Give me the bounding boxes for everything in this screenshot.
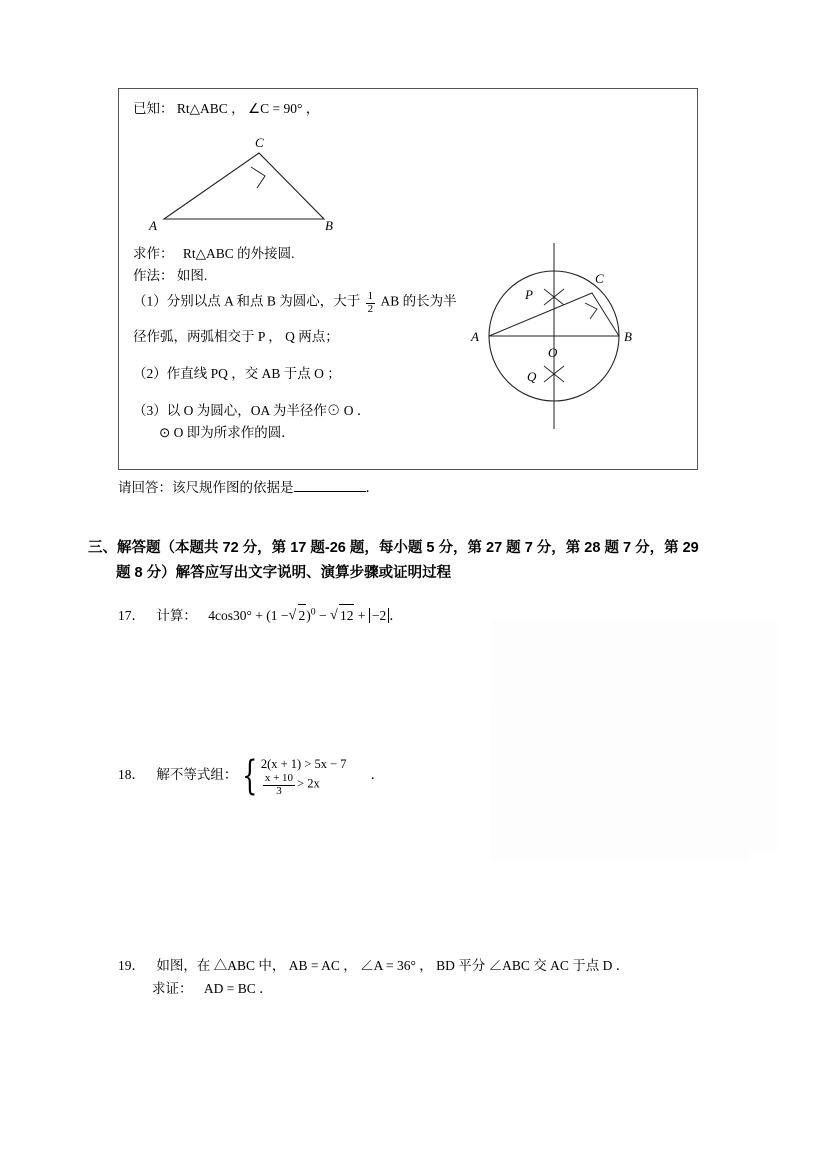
svg-text:C: C <box>595 271 604 286</box>
sqrt-12 <box>330 604 355 628</box>
expr-exponent: 0 <box>310 606 316 618</box>
fraction-denominator: 2 <box>367 302 374 315</box>
answer-blank[interactable] <box>294 478 366 493</box>
fraction-numerator: 1 <box>367 290 374 302</box>
sqrt-12-radicand: 12 <box>339 604 355 628</box>
row-2-rest: > 2x <box>297 776 320 791</box>
expr-absolute-value: −2 <box>369 608 389 623</box>
section-heading-line-2: 题 8 分）解答应写出文字说明、演算步骤或证明过程 <box>116 565 452 582</box>
question-19-line-1 <box>118 955 629 978</box>
step-1-line-a <box>133 291 457 315</box>
system-brace: { <box>242 753 258 800</box>
one-half-fraction <box>366 291 376 315</box>
question-18-body <box>156 753 385 800</box>
inequality-system <box>237 753 347 800</box>
question-17-expression <box>208 608 402 623</box>
section-heading-line-1: 三、解答题（本题共 72 分，第 17 题-26 题，每小题 5 分，第 27 题 7 分，第 28 题 7 分，第 29 <box>88 540 699 556</box>
expr-part-c: − <box>315 608 330 623</box>
expr-part-e: ． <box>389 608 403 623</box>
prove-label: 求证： <box>152 980 193 996</box>
find-text: Rt△ABC 的外接圆. <box>182 246 295 261</box>
expr-part-d: + <box>354 608 369 623</box>
question-19-line-2 <box>152 978 629 1001</box>
answer-prompt-line <box>118 476 379 496</box>
circumscribed-circle-figure <box>449 231 669 431</box>
inequality-row-1: 2(x + 1) > 5x − 7 <box>260 757 347 771</box>
step-1-line-b: 径作弧，两弧相交于 P ， Q 两点； <box>133 329 339 344</box>
system-rows <box>261 755 347 797</box>
method-label: 作法： <box>133 268 174 283</box>
question-17-label: 计算： <box>156 608 197 623</box>
method-line <box>133 266 207 286</box>
question-18-label: 解不等式组： <box>156 767 238 783</box>
answer-prompt-suffix: ． <box>365 480 379 495</box>
answer-space-lower <box>490 700 750 860</box>
step-3-line: （3）以 O 为圆心，OA 为半径作⊙ O ． <box>133 403 371 418</box>
svg-text:A: A <box>471 329 479 344</box>
inequality-row-2 <box>261 773 347 797</box>
construction-problem-box <box>118 88 698 470</box>
question-17-body <box>156 604 402 628</box>
question-18-tail: ． <box>370 767 385 783</box>
right-triangle-figure <box>139 131 349 236</box>
svg-text:O: O <box>548 345 558 360</box>
question-17 <box>118 604 403 628</box>
find-line <box>133 244 295 264</box>
row-2-denominator: 3 <box>263 785 295 798</box>
question-19-number: 19． <box>118 958 145 973</box>
expr-part-a: 4cos30° + (1 − <box>208 608 289 623</box>
sqrt-2-radicand: 2 <box>298 604 307 628</box>
find-label: 求作： <box>133 246 174 261</box>
question-17-number: 17． <box>118 608 145 623</box>
answer-prompt-text: 请回答：该尺规作图的依据是 <box>118 480 294 495</box>
svg-text:A: A <box>149 218 157 233</box>
method-figure-note: 如图. <box>176 268 208 283</box>
svg-text:P: P <box>525 287 533 302</box>
row-2-fraction <box>263 773 295 797</box>
given-line: 已知： Rt△ABC ， ∠C = 90° ， <box>133 101 320 116</box>
svg-text:B: B <box>624 329 632 344</box>
question-19 <box>118 955 629 1001</box>
row-2-numerator: x + 10 <box>264 772 294 785</box>
step-1-text-a: （1）分别以点 A 和点 B 为圆心，大于 <box>133 293 361 309</box>
expr-part-b: ) <box>306 608 311 623</box>
section-heading <box>88 536 728 587</box>
question-19-text: 如图，在 △ABC 中， AB = AC ， ∠A = 36° ， BD 平分 ∠ABC 交 AC 于点 D ． <box>156 958 630 973</box>
step-1-text-b: AB 的长为半 <box>380 293 457 309</box>
svg-text:Q: Q <box>527 369 537 384</box>
sqrt-2 <box>289 604 307 628</box>
step-2-line: （2）作直线 PQ ，交 AB 于点 O ； <box>133 366 341 381</box>
svg-text:C: C <box>255 135 264 150</box>
question-18-number: 18． <box>118 767 145 783</box>
svg-text:B: B <box>325 218 333 233</box>
step-4-line: ⊙ O 即为所求作的圆． <box>159 425 295 440</box>
prove-text: AD = BC ． <box>203 980 273 996</box>
question-18 <box>118 753 385 800</box>
